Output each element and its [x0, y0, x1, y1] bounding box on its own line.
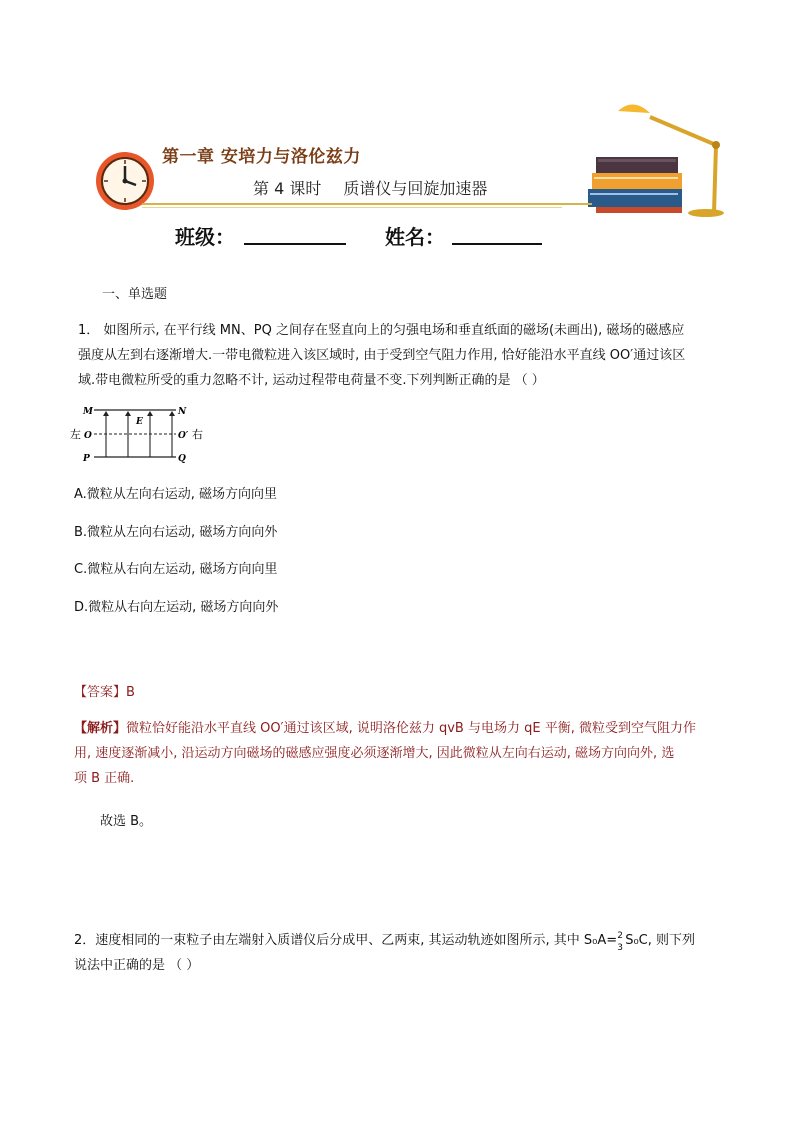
name-blank[interactable] [452, 243, 542, 245]
question-2-line-1a: 2．速度相同的一束粒子由左端射入质谱仪后分成甲、乙两束, 其运动轨迹如图所示, 其中 S₀A= [74, 933, 618, 948]
question-2-text [74, 928, 729, 978]
question-2-line-1 [74, 928, 729, 953]
label-p: P [83, 454, 90, 464]
label-left: 左 [70, 428, 81, 441]
label-n: N [178, 407, 187, 417]
label-e: E [136, 417, 143, 427]
fraction-denominator: 3 [617, 943, 623, 953]
analysis [74, 716, 724, 791]
section-title: 一、单选题 [102, 287, 168, 302]
question-1-text [78, 318, 723, 393]
question-1-line: 域.带电微粒所受的重力忽略不计, 运动过程带电荷量不变.下列判断正确的是 （ ） [78, 373, 545, 388]
answer: 【答案】B [74, 685, 135, 700]
field-diagram [70, 402, 210, 466]
option-c[interactable]: C.微粒从右向左运动, 磁场方向向里 [74, 562, 278, 577]
final-answer: 故选 B。 [100, 814, 153, 829]
question-2-line-2: 说法中正确的是 （ ） [74, 958, 200, 973]
chapter-title: 第一章 安培力与洛伦兹力 [162, 147, 361, 167]
question-2-line-1b: S₀C, 则下列 [625, 933, 695, 948]
label-right: 右 [192, 428, 203, 441]
lesson-number: 第 4 课时 [253, 179, 322, 198]
option-a[interactable]: A.微粒从左向右运动, 磁场方向向里 [74, 487, 278, 502]
header-divider [142, 203, 592, 205]
question-1-line: 强度从左到右逐渐增大.一带电微粒进入该区域时, 由于受到空气阻力作用, 恰好能沿水平直线 OO′通过该区 [78, 348, 686, 363]
option-b[interactable]: B.微粒从左向右运动, 磁场方向向外 [74, 525, 278, 540]
analysis-tag: 【解析】 [74, 721, 127, 736]
class-label: 班级： [175, 225, 235, 249]
analysis-line: 微粒恰好能沿水平直线 OO′通过该区域, 说明洛伦兹力 qvB 与电场力 qE 平衡, 微粒受到空气阻力作 [126, 721, 696, 736]
class-blank[interactable] [244, 243, 346, 245]
lesson-title: 质谱仪与回旋加速器 [343, 179, 488, 198]
option-d[interactable]: D.微粒从右向左运动, 磁场方向向外 [74, 600, 279, 615]
header-divider-thin [142, 207, 562, 208]
question-1-line: 1． 如图所示, 在平行线 MN、PQ 之间存在竖直向上的匀强电场和垂直纸面的磁场(未画出), 磁场的磁感应 [78, 323, 685, 338]
fraction-numerator: 2 [617, 931, 623, 941]
label-q: Q [178, 454, 186, 464]
analysis-line: 用, 速度逐渐减小, 沿运动方向磁场的磁感应强度必须逐渐增大, 因此微粒从左向右运动, 磁场方向向外, 选 [74, 746, 675, 761]
books-lamp-illustration [588, 97, 728, 219]
name-label: 姓名： [385, 225, 445, 249]
label-m: M [83, 407, 93, 417]
label-o-prime: O′ [178, 431, 189, 441]
analysis-line: 项 B 正确. [74, 771, 135, 786]
label-o: O [84, 431, 92, 441]
lesson-heading [253, 176, 487, 199]
